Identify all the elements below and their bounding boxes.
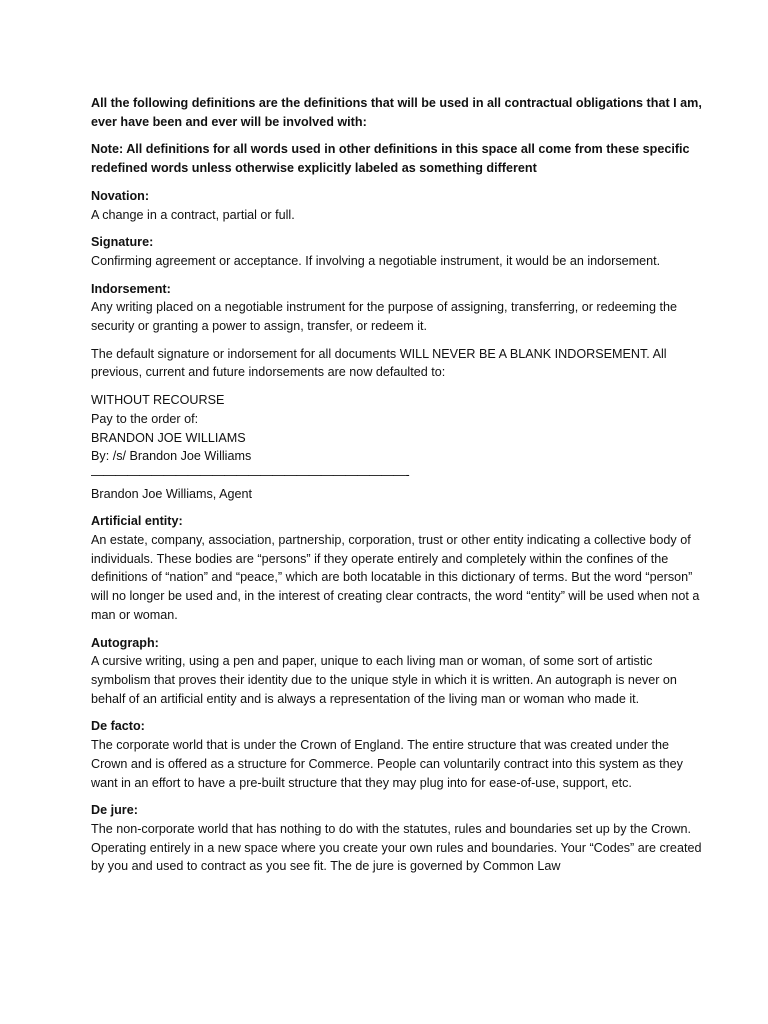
definition-de-facto: [91, 717, 708, 792]
definition-text: A cursive writing, using a pen and paper, unique to each living man or woman, of some sort of artistic symbolism that proves their identity due to the unique style in which it is written. An autograph is never on behalf of an artificial entity and is always a representation of the living man or woman who made it.: [91, 654, 677, 706]
definition-text: Confirming agreement or acceptance. If involving a negotiable instrument, it would be an indorsement.: [91, 253, 661, 268]
signature-rule: ——————————————————————————-: [91, 467, 410, 482]
signature-line: Brandon Joe Williams, Agent: [91, 486, 253, 501]
definition-term: Novation:: [91, 188, 150, 203]
definition-artificial-entity: [91, 512, 708, 624]
definition-term: Autograph:: [91, 635, 159, 650]
definition-term: Indorsement:: [91, 281, 171, 296]
note-paragraph: Note: All definitions for all words used in other definitions in this space all come from these specific redefined words unless otherwise explicitly labeled as something different: [91, 142, 690, 176]
default-indorsement-paragraph: The default signature or indorsement for all documents WILL NEVER BE A BLANK INDORSEMENT. All previous, current and future indorsements are now defaulted to:: [91, 346, 667, 380]
signature-line: BRANDON JOE WILLIAMS: [91, 430, 246, 445]
intro-paragraph: All the following definitions are the definitions that will be used in all contractual obligations that I am, ever have been and ever will be involved with:: [91, 96, 702, 129]
definition-text: A change in a contract, partial or full.: [91, 207, 295, 222]
definition-autograph: [91, 634, 708, 709]
signature-line: Pay to the order of:: [91, 411, 199, 426]
definition-term: Signature:: [91, 235, 154, 250]
definition-text: The corporate world that is under the Crown of England. The entire structure that was created under the Crown and is offered as a structure for Commerce. People can voluntarily contract into this system as they want in an effort to have a pre-built structure that they may plug into for ease-of-use, support, etc.: [91, 738, 683, 790]
definition-text: The non-corporate world that has nothing to do with the statutes, rules and boundaries set up by the Crown. Operating entirely in a new space where you create your own rules and boundaries. Your “Codes” are created by you and used to contract as you see fit. The de jure is governed by Common Law: [91, 821, 702, 874]
definition-text: Any writing placed on a negotiable instrument for the purpose of assigning, transferring, or redeeming the security or granting a power to assign, transfer, or redeem it.: [91, 300, 677, 334]
definition-indorsement: [91, 280, 708, 336]
definition-text: An estate, company, association, partnership, corporation, trust or other entity indicating a collective body of individuals. These bodies are “persons” if they operate entirely and completely within the confines of the definitions of “nation” and “peace,” which are both locatable in this dictionary of terms. But the word “person” will no longer be used and, in the interest of creating clear contracts, the word “entity” will be used when not a man or woman.: [91, 533, 700, 622]
definition-term: Artificial entity:: [91, 514, 183, 529]
definition-term: De jure:: [91, 803, 138, 818]
definition-de-jure: [91, 801, 708, 876]
definition-signature: [91, 233, 708, 270]
signature-line: By: /s/ Brandon Joe Williams: [91, 449, 252, 464]
definition-novation: [91, 187, 708, 224]
definition-term: De facto:: [91, 719, 145, 734]
signature-line: WITHOUT RECOURSE: [91, 393, 225, 408]
signature-block: [91, 391, 708, 503]
